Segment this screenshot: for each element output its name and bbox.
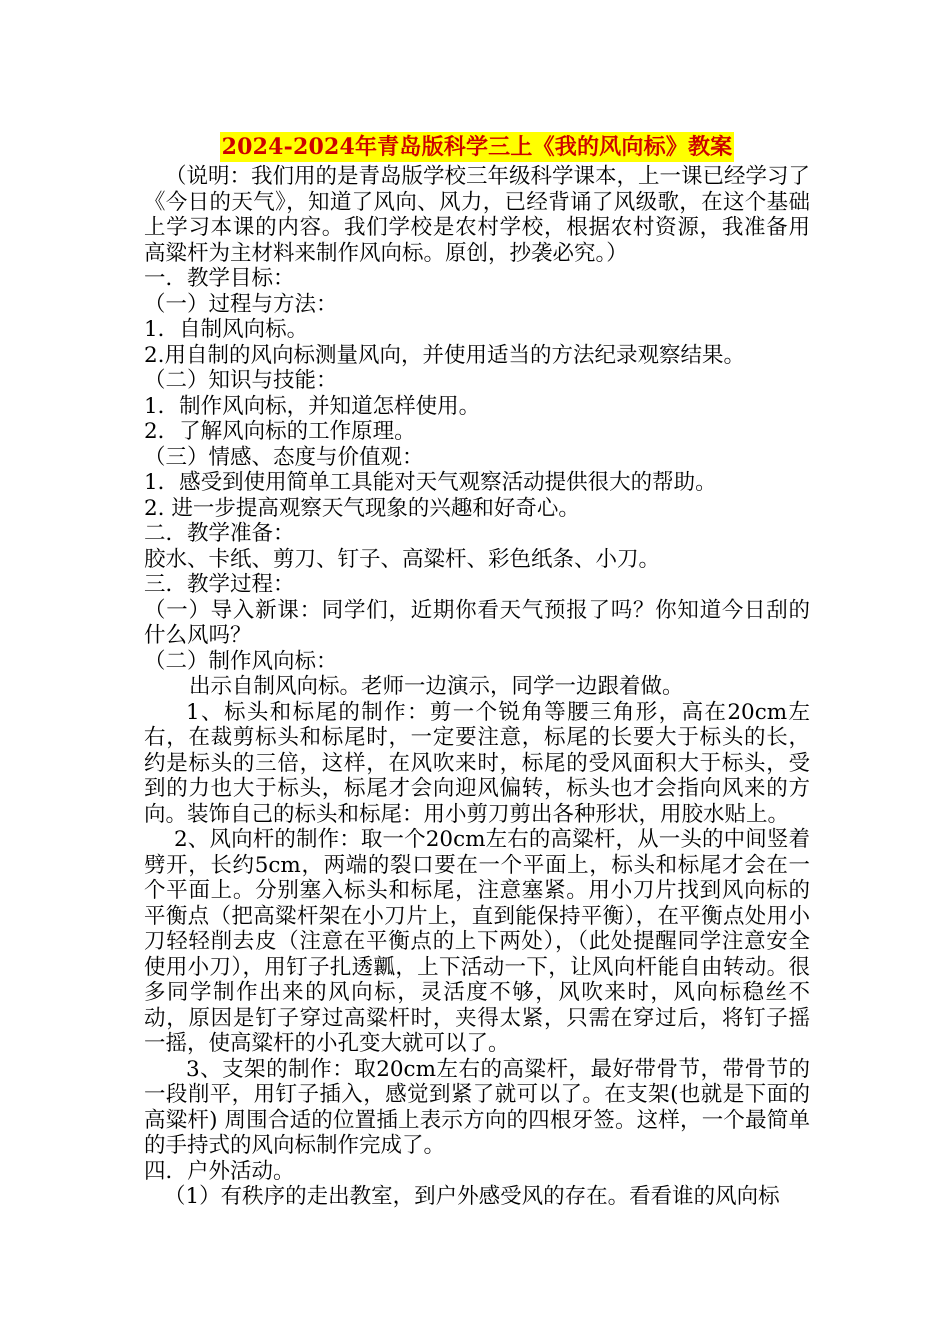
title-wrap — [144, 132, 810, 162]
document-page — [144, 132, 810, 1210]
paragraph: 1、标头和标尾的制作：剪一个锐角等腰三角形，高在20cm左右，在裁剪标头和标尾时，一定要注意，标尾的长要大于标头的长，约是标头的三倍，这样，在风吹来时，标尾的受风面积大于标头，受到的力也大于标头，标尾才会向迎风偏转，标头也才会指向风来的方向。装饰自己的标头和标尾：用小剪刀剪出各种形状，用胶水贴上。 — [144, 699, 810, 827]
paragraph: 1．自制风向标。 — [144, 317, 309, 342]
paragraph: 二．教学准备： — [144, 521, 295, 546]
paragraph: （二）制作风向标： — [144, 648, 338, 674]
paragraph: 出示自制风向标。老师一边演示，同学一边跟着做。 — [189, 674, 684, 699]
paragraph: 3、支架的制作：取20cm左右的高粱杆，最好带骨节，带骨节的一段削平，用钉子插入，感觉到紧了就可以了。在支架(也就是下面的高粱杆) 周围合适的位置插上表示方向的四根牙签。这样，一个最简单的手持式的风向标制作完成了。 — [144, 1056, 810, 1158]
paragraph: （一）导入新课：同学们，近期你看天气预报了吗？你知道今日刮的什么风吗？ — [144, 597, 810, 648]
paragraph: 四．户外活动。 — [144, 1158, 295, 1184]
paragraph: 一．教学目标： — [144, 266, 295, 291]
document-body — [144, 164, 810, 1210]
paragraph: 三．教学过程： — [144, 572, 295, 597]
paragraph: 2．了解风向标的工作原理。 — [144, 419, 416, 444]
paragraph: （二）知识与技能： — [144, 368, 338, 393]
paragraph: 2.用自制的风向标测量风向，并使用适当的方法纪录观察结果。 — [144, 342, 746, 368]
paragraph: （说明：我们用的是青岛版学校三年级科学课本，上一课已经学习了《今日的天气》，知道了风向、风力，已经背诵了风级歌，在这个基础上学习本课的内容。我们学校是农村学校，根据农村资源，我准备用高粱杆为主材料来制作风向标。原创，抄袭必究。） — [144, 164, 811, 266]
paragraph: （一）过程与方法： — [144, 291, 338, 317]
paragraph: 1．制作风向标，并知道怎样使用。 — [144, 393, 481, 419]
paragraph: 胶水、卡纸、剪刀、钉子、高粱杆、彩色纸条、小刀。 — [144, 546, 661, 572]
paragraph: 1．感受到使用简单工具能对天气观察活动提供很大的帮助。 — [144, 470, 717, 495]
paragraph: 2. 进一步提高观察天气现象的兴趣和好奇心。 — [144, 495, 580, 521]
paragraph: 2、风向杆的制作：取一个20cm左右的高粱杆，从一头的中间竖着劈开，长约5cm，两端的裂口要在一个平面上，标头和标尾才会在一个平面上。分别塞入标头和标尾，注意塞紧。用小刀片找到风向标的平衡点（把高粱杆架在小刀片上，直到能保持平衡），在平衡点处用小刀轻轻削去皮（注意在平衡点的上下两处），（此处提醒同学注意安全使用小刀），用钉子扎透瓤，上下活动一下，让风向杆能自由转动。很多同学制作出来的风向标，灵活度不够，风吹来时，风向标稳丝不动，原因是钉子穿过高粱杆时，夹得太紧，只需在穿过后，将钉子摇一摇，使高粱杆的小孔变大就可以了。 — [144, 827, 810, 1056]
paragraph: （1）有秩序的走出教室，到户外感受风的存在。看看谁的风向标 — [164, 1184, 780, 1209]
paragraph: （三）情感、态度与价值观： — [144, 444, 424, 470]
document-title: 2024-2024年青岛版科学三上《我的风向标》教案 — [221, 134, 733, 160]
